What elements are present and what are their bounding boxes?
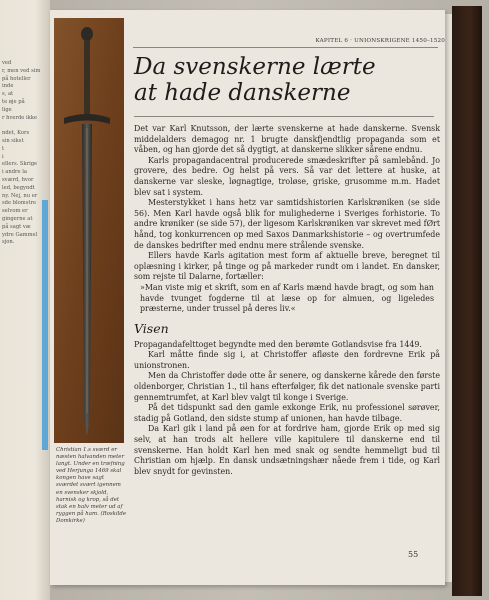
left-page-fragment: ellers. Skrige	[2, 161, 38, 168]
left-page-fragment: gingerne at	[2, 216, 33, 222]
left-page-fragment: sværd, hvor	[2, 177, 34, 183]
left-page-fragment: led, begyndt	[2, 184, 35, 191]
left-page-fragment: ydre Gammel	[2, 231, 38, 238]
left-page-fragment: r hverde ikke	[2, 114, 38, 121]
article-body	[134, 124, 440, 477]
paragraph: Karl måtte finde sig i, at Christoffer afløste den fordrevne Erik på unionstronen.	[134, 350, 440, 370]
paragraph: Men da Christoffer døde otte år senere, og danskerne kårede den første oldenborger, Christian 1., til hans efterfølger, fik det nationale svenske parti gennemtrumfet, at Karl blev valgt til konge i Sverige.	[134, 371, 440, 402]
page-number: 55	[408, 550, 419, 559]
left-page-fragment: i andre la	[2, 169, 28, 176]
left-page-blue-margin	[42, 200, 48, 450]
left-page-fragment: sjon.	[2, 239, 15, 246]
left-page-fragment: t	[2, 145, 5, 152]
left-page-fragment: lige	[2, 106, 12, 113]
left-page-fragment: ved	[2, 60, 12, 66]
left-page-fragment: på hoteller	[2, 75, 31, 82]
book-cover-edge	[452, 6, 482, 596]
article-title	[134, 54, 434, 106]
title-line-2: at hade danskerne	[134, 80, 351, 106]
section-heading: Visen	[134, 320, 169, 336]
left-page-fragment: s, at	[2, 91, 14, 98]
paragraph: Karls propagandacentral producerede smædeskrifter på samlebånd. Jo grovere, des bedre. Og helst på vers. Så var det lettere at huske, at danskerne var sleske, løgnagtige, troløse, griske, grusomme m.m. Hadet blev sat i system.	[134, 155, 440, 197]
paragraph: Ellers havde Karls agitation mest form af aktuelle breve, beregnet til oplæsning i kirker, på tinge og på markeder rundt om i landet. En dansker, som rejste til Dalarne, fortæller:	[134, 251, 440, 282]
paragraph: Mesterstykket i hans hetz var samtidshistorien Karlskrøniken (se side 56). Men Karl havde også blik for mulighederne i Sveriges forhistorie. To andre krøniker (se side 57), der ligesom Karlskrøniken var skrevet med fØrt hånd, tog konkurrencen op med Saxos Danmarkshistorie – og overtrumfede de danskes bedrifter med endnu mere strålende svenske.	[134, 198, 440, 250]
left-page-fragment: sin sikst	[2, 138, 24, 144]
sword-image	[54, 18, 124, 443]
paragraph: Det var Karl Knutsson, der lærte svenskerne at hade danskerne. Svensk middelalders demagog nr. 1 brugte danskfjendtlig propaganda som et våben, og han gjorde det så dygtigt, at danskerne slikker sårene endnu.	[134, 124, 440, 155]
paragraph: Da Karl gik i land på øen for at fordrive ham, gjorde Erik op med sig selv, at han trods alt hellere ville kapitulere til danskerne end til svenskerne. Han holdt Karl hen med snak og sendte hemmeligt bud til Christian om hjælp. En dansk undsætningshær nåede frem i tide, og Karl blev snydt for gevinsten.	[134, 424, 440, 476]
left-page-fragment: r, men ved sim	[2, 67, 41, 74]
left-facing-page	[0, 0, 50, 600]
quote-block: »Man viste mig et skrift, som en af Karls mænd havde bragt, og som han havde tvunget fogderne til at læse op for almuen, og ligeledes præsterne, under trussel på deres liv.«	[140, 282, 434, 314]
title-line-1: Da svenskerne lærte	[134, 54, 376, 80]
header-rule	[133, 47, 438, 48]
left-page-fragment: på sagt væ	[2, 223, 31, 230]
running-head: KAPITEL 6 · UNIONSKRIGENE 1450–1520	[315, 38, 445, 44]
sword-photo	[54, 18, 124, 443]
left-page-fragment: selvom er	[2, 208, 28, 215]
left-page-fragment: i	[2, 153, 4, 160]
left-page-fragment: te øje på	[2, 99, 25, 105]
paragraph: På det tidspunkt sad den gamle exkonge Erik, nu professionel sørøver, stadig på Gotland, den sidste stump af unionen, han havde tilbage.	[134, 403, 440, 423]
title-rule	[134, 116, 434, 117]
paragraph: Propagandafelttoget begyndte med den berømte Gotlandsvise fra 1449.	[134, 339, 422, 349]
photo-caption: Christian 1.s sværd er næsten halvanden meter langt. Under en træfning ved Herjunga 1469 skal kongen have sagt sværdet svært igennem en svensker skjold, harnisk og krop, så det stak en halv meter ud af ryggen på ham. (Roskilde Domkirke)	[56, 447, 127, 524]
left-page-fragment: ny. Nej, nu er	[2, 192, 38, 199]
left-page-fragment: ndet, Kors	[2, 130, 30, 137]
left-page-fragment: inde	[2, 83, 14, 90]
left-page-fragment: sde blomstre	[2, 200, 37, 207]
